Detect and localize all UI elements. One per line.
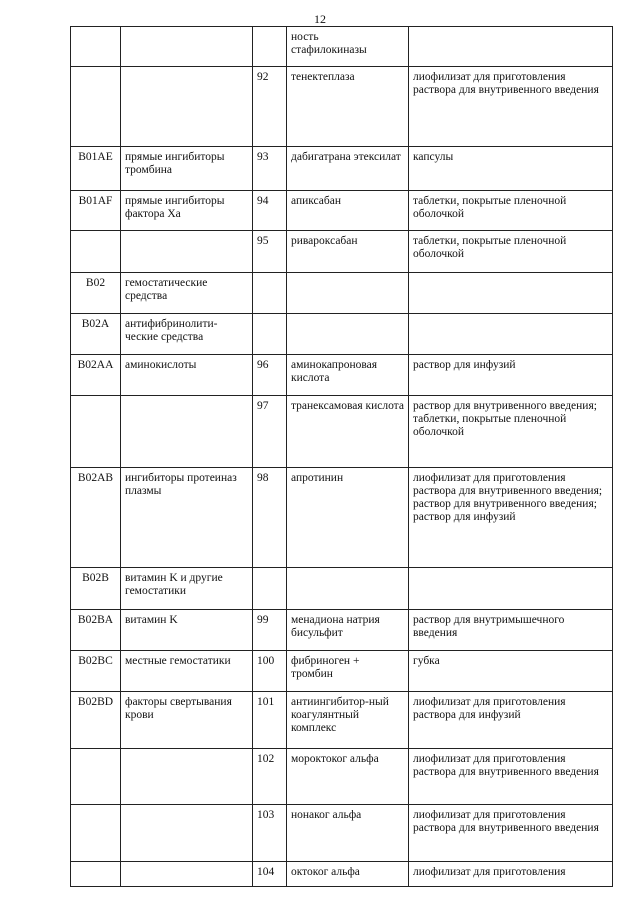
- item-number-cell: 95: [253, 231, 287, 273]
- atc-group-name-cell: антифибринолити-ческие средства: [121, 314, 253, 355]
- table-row: [71, 610, 613, 651]
- atc-code-cell: [71, 805, 121, 862]
- drug-name-cell: [287, 568, 409, 610]
- atc-group-name-cell: факторы свертывания крови: [121, 692, 253, 749]
- drug-name-cell: фибриноген + тромбин: [287, 651, 409, 692]
- atc-code-cell: B02AA: [71, 355, 121, 396]
- atc-code-cell: B02: [71, 273, 121, 314]
- drug-name-cell: аминокапроновая кислота: [287, 355, 409, 396]
- atc-code-cell: [71, 396, 121, 468]
- table-row: [71, 191, 613, 231]
- item-number-cell: 94: [253, 191, 287, 231]
- atc-group-name-cell: местные гемостатики: [121, 651, 253, 692]
- dosage-form-cell: таблетки, покрытые пленочной оболочкой: [409, 191, 613, 231]
- table-row: [71, 147, 613, 191]
- atc-group-name-cell: прямые ингибиторы тромбина: [121, 147, 253, 191]
- atc-group-name-cell: прямые ингибиторы фактора Xa: [121, 191, 253, 231]
- table-row: [71, 396, 613, 468]
- table-body: [71, 27, 613, 887]
- dosage-form-cell: [409, 314, 613, 355]
- atc-code-cell: B02BD: [71, 692, 121, 749]
- atc-group-name-cell: ингибиторы протеиназ плазмы: [121, 468, 253, 568]
- dosage-form-cell: [409, 568, 613, 610]
- atc-code-cell: B02B: [71, 568, 121, 610]
- atc-group-name-cell: витамин K и другие гемостатики: [121, 568, 253, 610]
- atc-code-cell: B02BA: [71, 610, 121, 651]
- drug-name-cell: ность стафилокиназы: [287, 27, 409, 67]
- atc-code-cell: [71, 862, 121, 887]
- drug-name-cell: [287, 314, 409, 355]
- item-number-cell: 102: [253, 749, 287, 805]
- atc-code-cell: B02BC: [71, 651, 121, 692]
- atc-code-cell: B01AE: [71, 147, 121, 191]
- dosage-form-cell: лиофилизат для приготовления раствора для инфузий: [409, 692, 613, 749]
- atc-code-cell: B02AB: [71, 468, 121, 568]
- atc-group-name-cell: [121, 27, 253, 67]
- drug-name-cell: ривароксабан: [287, 231, 409, 273]
- atc-group-name-cell: [121, 749, 253, 805]
- item-number-cell: 103: [253, 805, 287, 862]
- drug-name-cell: дабигатрана этексилат: [287, 147, 409, 191]
- atc-code-cell: [71, 67, 121, 147]
- item-number-cell: 99: [253, 610, 287, 651]
- table-row: [71, 568, 613, 610]
- dosage-form-cell: губка: [409, 651, 613, 692]
- atc-group-name-cell: [121, 67, 253, 147]
- atc-code-cell: [71, 749, 121, 805]
- table-row: [71, 273, 613, 314]
- atc-group-name-cell: [121, 396, 253, 468]
- item-number-cell: [253, 314, 287, 355]
- table-row: [71, 805, 613, 862]
- dosage-form-cell: лиофилизат для приготовления раствора для внутривенного введения; раствор для внутривенного введения; раствор для инфузий: [409, 468, 613, 568]
- atc-group-name-cell: аминокислоты: [121, 355, 253, 396]
- table-row: [71, 67, 613, 147]
- drug-name-cell: транексамовая кислота: [287, 396, 409, 468]
- item-number-cell: 100: [253, 651, 287, 692]
- drug-name-cell: тенектеплаза: [287, 67, 409, 147]
- atc-code-cell: [71, 231, 121, 273]
- dosage-form-cell: [409, 273, 613, 314]
- drug-name-cell: мороктоког альфа: [287, 749, 409, 805]
- page-number: 12: [314, 12, 326, 26]
- item-number-cell: [253, 568, 287, 610]
- table-row: [71, 651, 613, 692]
- atc-group-name-cell: [121, 862, 253, 887]
- item-number-cell: [253, 27, 287, 67]
- item-number-cell: 96: [253, 355, 287, 396]
- dosage-form-cell: раствор для внутримышечного введения: [409, 610, 613, 651]
- drug-name-cell: апротинин: [287, 468, 409, 568]
- drug-name-cell: апиксабан: [287, 191, 409, 231]
- atc-code-cell: [71, 27, 121, 67]
- table-row: [71, 862, 613, 887]
- drug-name-cell: антиингибитор-ный коагулянтный комплекс: [287, 692, 409, 749]
- table-row: [71, 355, 613, 396]
- item-number-cell: 97: [253, 396, 287, 468]
- drug-list-table: [70, 26, 613, 887]
- item-number-cell: 93: [253, 147, 287, 191]
- atc-group-name-cell: [121, 231, 253, 273]
- dosage-form-cell: лиофилизат для приготовления раствора для внутривенного введения: [409, 67, 613, 147]
- item-number-cell: 92: [253, 67, 287, 147]
- dosage-form-cell: таблетки, покрытые пленочной оболочкой: [409, 231, 613, 273]
- atc-group-name-cell: [121, 805, 253, 862]
- dosage-form-cell: лиофилизат для приготовления раствора для внутривенного введения: [409, 749, 613, 805]
- item-number-cell: 98: [253, 468, 287, 568]
- table-row: [71, 314, 613, 355]
- drug-name-cell: [287, 273, 409, 314]
- table-row: [71, 27, 613, 67]
- dosage-form-cell: лиофилизат для приготовления раствора для внутривенного введения: [409, 805, 613, 862]
- atc-group-name-cell: гемостатические средства: [121, 273, 253, 314]
- dosage-form-cell: раствор для инфузий: [409, 355, 613, 396]
- dosage-form-cell: капсулы: [409, 147, 613, 191]
- table-row: [71, 749, 613, 805]
- atc-code-cell: B02A: [71, 314, 121, 355]
- item-number-cell: [253, 273, 287, 314]
- atc-group-name-cell: витамин K: [121, 610, 253, 651]
- dosage-form-cell: [409, 27, 613, 67]
- table-row: [71, 468, 613, 568]
- drug-name-cell: октоког альфа: [287, 862, 409, 887]
- dosage-form-cell: лиофилизат для приготовления: [409, 862, 613, 887]
- drug-name-cell: менадиона натрия бисульфит: [287, 610, 409, 651]
- item-number-cell: 104: [253, 862, 287, 887]
- table-row: [71, 231, 613, 273]
- drug-name-cell: нонаког альфа: [287, 805, 409, 862]
- table-row: [71, 692, 613, 749]
- dosage-form-cell: раствор для внутривенного введения; таблетки, покрытые пленочной оболочкой: [409, 396, 613, 468]
- item-number-cell: 101: [253, 692, 287, 749]
- atc-code-cell: B01AF: [71, 191, 121, 231]
